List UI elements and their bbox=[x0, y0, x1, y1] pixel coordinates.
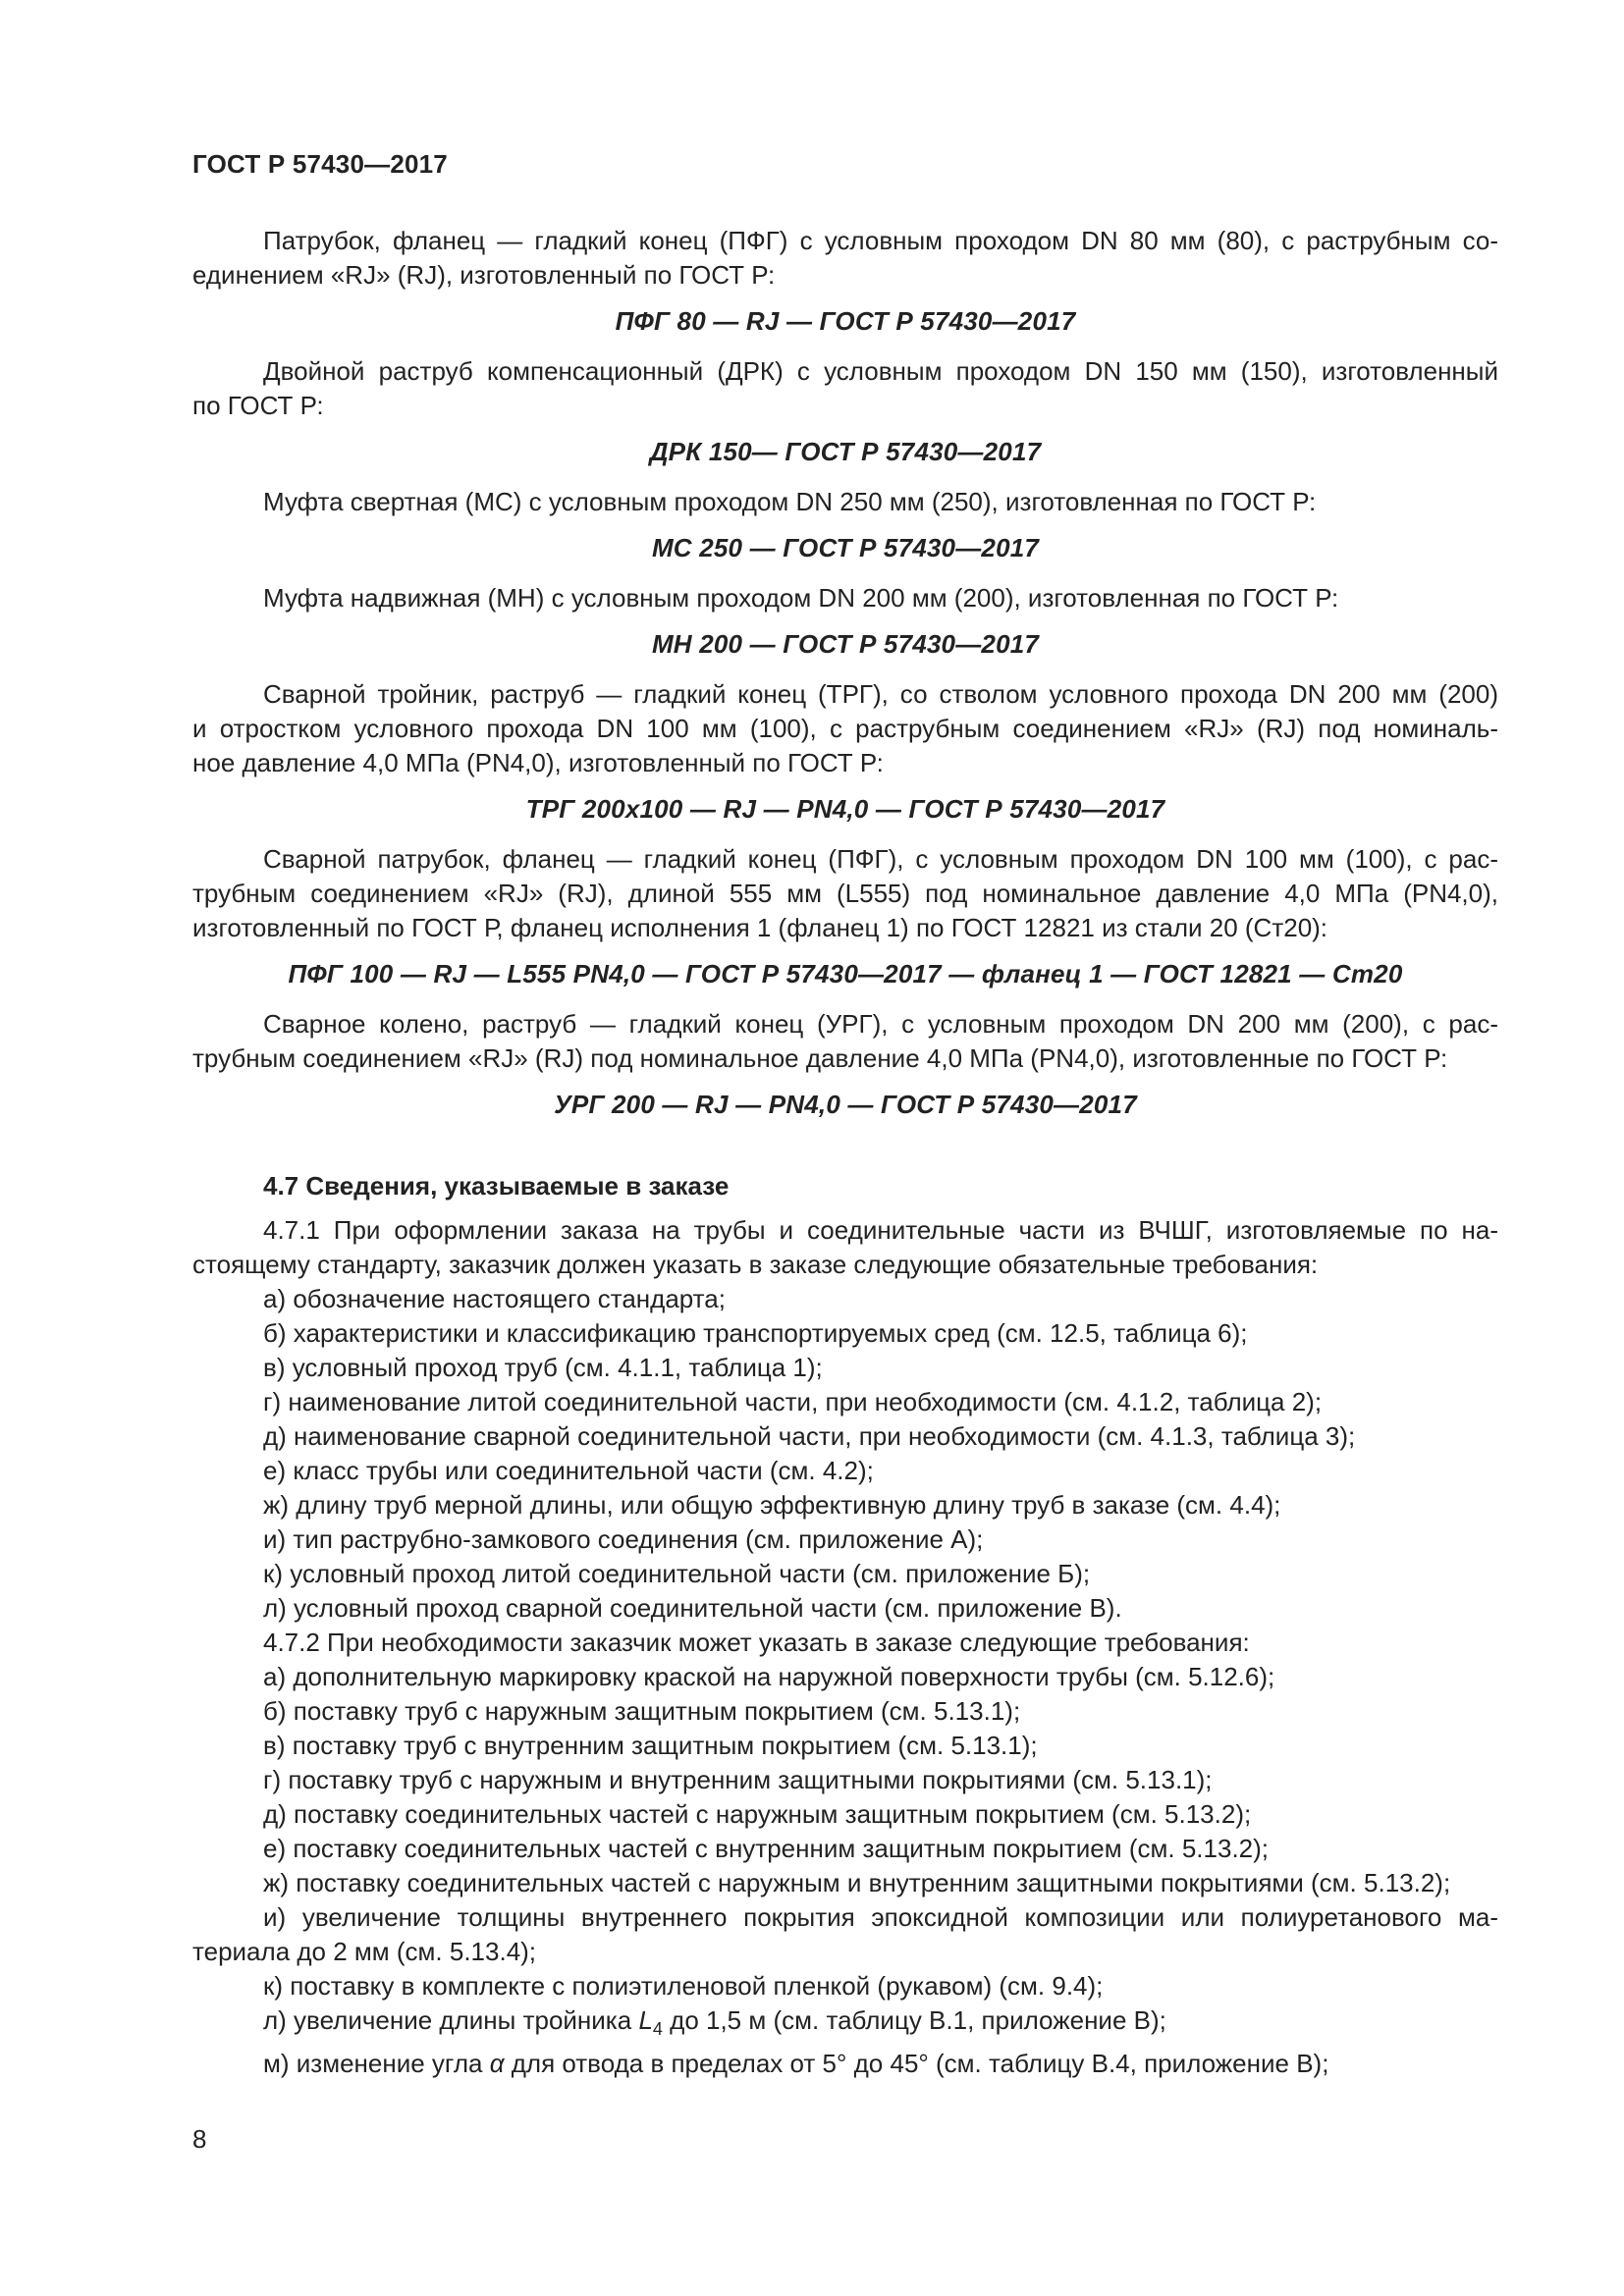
list-item: ж) длину труб мерной длины, или общую эффективную длину труб в заказе (см. 4.4); bbox=[263, 1490, 1281, 1520]
paragraph-line: стоящему стандарту, заказчик должен указать в заказе следующие обязательные требования: bbox=[192, 1250, 1319, 1279]
example-paragraph bbox=[192, 485, 1498, 519]
example-line: трубным соединением «RJ» (RJ), длиной 555 мм (L555) под номинальное давление 4,0 МПа (PN4,0), bbox=[192, 879, 1498, 908]
example-paragraph bbox=[192, 224, 1498, 293]
designation-example: МС 250 — ГОСТ Р 57430—2017 bbox=[651, 533, 1040, 562]
list-item: в) условный проход труб (см. 4.1.1, таблица 1); bbox=[263, 1353, 823, 1382]
example-paragraph bbox=[192, 581, 1498, 615]
designation-example: МН 200 — ГОСТ Р 57430—2017 bbox=[651, 629, 1040, 659]
list-item: б) поставку труб с наружным защитным покрытием (см. 5.13.1); bbox=[263, 1696, 1021, 1726]
list-item: к) поставку в комплекте с полиэтиленовой пленкой (рукавом) (см. 9.4); bbox=[263, 1971, 1104, 2001]
item-text: м) изменение угла bbox=[263, 2049, 490, 2079]
designation-example: ПФГ 100 — RJ — L555 PN4,0 — ГОСТ Р 57430—2017 — фланец 1 — ГОСТ 12821 — Ст20 bbox=[288, 959, 1403, 988]
list-item: и) увеличение толщины внутреннего покрытия эпоксидной композиции или полиуретанового ма- bbox=[263, 1902, 1498, 1932]
designation-example: ДРК 150— ГОСТ Р 57430—2017 bbox=[649, 437, 1042, 466]
item-text: л) увеличение длины тройника bbox=[263, 2005, 639, 2035]
designation-example: ТРГ 200х100 — RJ — PN4,0 — ГОСТ Р 57430—2017 bbox=[525, 794, 1165, 824]
list-item bbox=[263, 2047, 1498, 2081]
list-item: д) наименование сварной соединительной части, при необходимости (см. 4.1.3, таблица 3); bbox=[263, 1421, 1356, 1451]
designation-example: ПФГ 80 — RJ — ГОСТ Р 57430—2017 bbox=[615, 306, 1076, 336]
list-item: к) условный проход литой соединительной части (см. приложение Б); bbox=[263, 1559, 1091, 1588]
list-item: е) поставку соединительных частей с внутренним защитным покрытием (см. 5.13.2); bbox=[263, 1834, 1270, 1863]
paragraph-4-7-2: 4.7.2 При необходимости заказчик может указать в заказе следующие требования: bbox=[263, 1628, 1250, 1657]
variable-L: L bbox=[638, 2005, 653, 2035]
list-item: ж) поставку соединительных частей с наружным и внутренним защитными покрытиями (см. 5.13.2); bbox=[263, 1868, 1451, 1897]
example-line: Двойной раструб компенсационный (ДРК) с условным проходом DN 150 мм (150), изготовленный bbox=[263, 356, 1498, 386]
paragraph-4-7-1 bbox=[192, 1213, 1498, 1282]
example-paragraph bbox=[192, 677, 1498, 780]
item-text: для отвода в пределах от 5° до 45° (см. таблицу В.4, приложение В); bbox=[504, 2049, 1329, 2079]
paragraph-line: 4.7.1 При оформлении заказа на трубы и соединительные части из ВЧШГ, изготовляемые по на- bbox=[263, 1215, 1498, 1245]
variable-alpha: α bbox=[489, 2049, 505, 2079]
example-paragraph bbox=[192, 842, 1498, 945]
example-paragraph bbox=[192, 354, 1498, 423]
example-line: Патрубок, фланец — гладкий конец (ПФГ) с условным проходом DN 80 мм (80), с раструбным со- bbox=[263, 226, 1498, 255]
example-line: изготовленный по ГОСТ Р, фланец исполнения 1 (фланец 1) по ГОСТ 12821 из стали 20 (Ст20): bbox=[192, 913, 1328, 942]
list-item: б) характеристики и классификацию транспортируемых сред (см. 12.5, таблица 6); bbox=[263, 1318, 1248, 1348]
list-item: г) поставку труб с наружным и внутренним защитными покрытиями (см. 5.13.1); bbox=[263, 1765, 1213, 1794]
item-text: до 1,5 м (см. таблицу В.1, приложение В); bbox=[662, 2005, 1166, 2035]
example-line: единением «RJ» (RJ), изготовленный по ГОСТ Р: bbox=[192, 260, 776, 290]
example-line: Сварное колено, раструб — гладкий конец (УРГ), с условным проходом DN 200 мм (200), с рас- bbox=[263, 1009, 1498, 1039]
example-line: Сварной патрубок, фланец — гладкий конец (ПФГ), с условным проходом DN 100 мм (100), с рас- bbox=[263, 844, 1498, 874]
section-heading-4-7: 4.7 Сведения, указываемые в заказе bbox=[263, 1171, 730, 1201]
example-line: трубным соединением «RJ» (RJ) под номинальное давление 4,0 МПа (PN4,0), изготовленные по ГОСТ Р: bbox=[192, 1043, 1448, 1073]
list-item: е) класс трубы или соединительной части (см. 4.2); bbox=[263, 1456, 874, 1485]
list-item: л) условный проход сварной соединительной части (см. приложение В). bbox=[263, 1593, 1122, 1623]
list-item bbox=[263, 2003, 1498, 2047]
page-number: 8 bbox=[192, 2124, 207, 2154]
list-item: а) обозначение настоящего стандарта; bbox=[263, 1284, 726, 1313]
designation-example: УРГ 200 — RJ — PN4,0 — ГОСТ Р 57430—2017 bbox=[554, 1090, 1137, 1119]
list-item: и) тип раструбно-замкового соединения (см. приложение А); bbox=[263, 1524, 984, 1554]
example-line: и отростком условного прохода DN 100 мм (100), с раструбным соединением «RJ» (RJ) под номиналь- bbox=[192, 714, 1498, 743]
example-line: Муфта свертная (МС) с условным проходом DN 250 мм (250), изготовленная по ГОСТ Р: bbox=[263, 487, 1317, 516]
list-item: в) поставку труб с внутренним защитным покрытием (см. 5.13.1); bbox=[263, 1731, 1038, 1760]
list-item: а) дополнительную маркировку краской на наружной поверхности трубы (см. 5.12.6); bbox=[263, 1662, 1275, 1691]
list-item: г) наименование литой соединительной части, при необходимости (см. 4.1.2, таблица 2); bbox=[263, 1387, 1323, 1416]
example-line: по ГОСТ Р: bbox=[192, 391, 324, 420]
list-item: д) поставку соединительных частей с наружным защитным покрытием (см. 5.13.2); bbox=[263, 1799, 1252, 1829]
example-line: Муфта надвижная (МН) с условным проходом DN 200 мм (200), изготовленная по ГОСТ Р: bbox=[263, 583, 1339, 613]
example-paragraph bbox=[192, 1007, 1498, 1076]
page-body bbox=[192, 224, 1498, 2081]
list-item-continuation: териала до 2 мм (см. 5.13.4); bbox=[192, 1937, 537, 1966]
subscript-4: 4 bbox=[652, 2019, 663, 2040]
example-line: ное давление 4,0 МПа (PN4,0), изготовленный по ГОСТ Р: bbox=[192, 748, 884, 777]
document-code-header: ГОСТ Р 57430—2017 bbox=[192, 149, 448, 179]
example-line: Сварной тройник, раструб — гладкий конец (ТРГ), со стволом условного прохода DN 200 мм (200) bbox=[263, 679, 1498, 709]
